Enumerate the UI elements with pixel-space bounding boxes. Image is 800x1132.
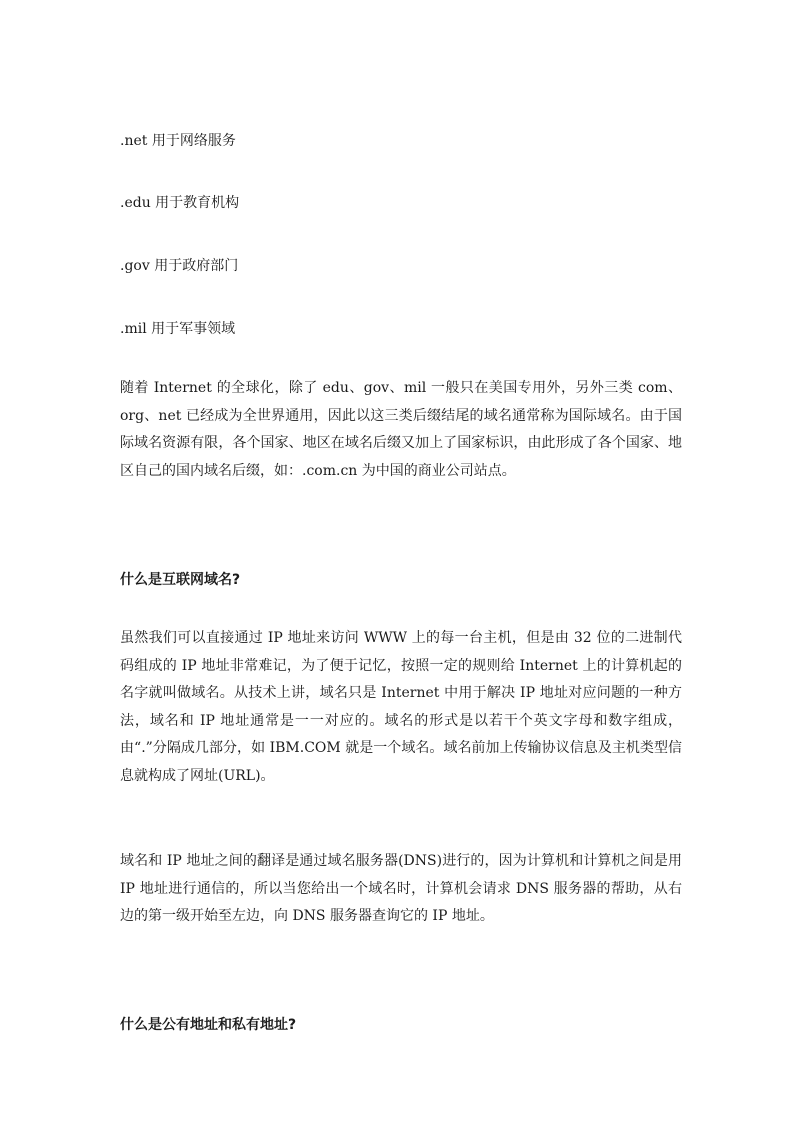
paragraph-international-domains: 随着 Internet 的全球化，除了 edu、gov、mil 一般只在美国专用外，另外三类 com、org、net 已经成为全世界通用，因此以这三类后缀结尾的域名通常称为国际域名。由于国际域名资源有限，各个国家、地区在域名后缀又加上了国家标识，由此形成了各个国家、地区自己的国内域名后缀，如：.com.cn 为中国的商业公司站点。 (120, 380, 682, 479)
domain-mil-line: .mil 用于军事领域 (120, 321, 236, 337)
domain-net-line: .net 用于网络服务 (120, 133, 236, 149)
paragraph-dns-translation: 域名和 IP 地址之间的翻译是通过域名服务器(DNS)进行的，因为计算机和计算机之间是用 IP 地址进行通信的，所以当您给出一个域名时，计算机会请求 DNS 服务器的帮助，从右边的第一级开始至左边，向 DNS 服务器查询它的 IP 地址。 (120, 853, 682, 924)
domain-edu-line: .edu 用于教育机构 (120, 195, 240, 211)
paragraph-domain-definition: 虽然我们可以直接通过 IP 地址来访问 WWW 上的每一台主机，但是由 32 位的二进制代码组成的 IP 地址非常难记，为了便于记忆，按照一定的规则给 Internet 上的计算机起的名字就叫做域名。从技术上讲，域名只是 Internet 中用于解决 IP 地址对应问题的一种方法，域名和 IP 地址通常是一一对应的。域名的形式是以若干个英文字母和数字组成，由“.”分隔成几部分，如 IBM.COM 就是一个域名。域名前加上传输协议信息及主机类型信息就构成了网址(URL)。 (120, 630, 682, 784)
domain-gov-line: .gov 用于政府部门 (120, 258, 239, 274)
heading-internet-domain: 什么是互联网域名? (120, 572, 241, 588)
heading-public-private-address: 什么是公有地址和私有地址? (120, 1017, 297, 1033)
